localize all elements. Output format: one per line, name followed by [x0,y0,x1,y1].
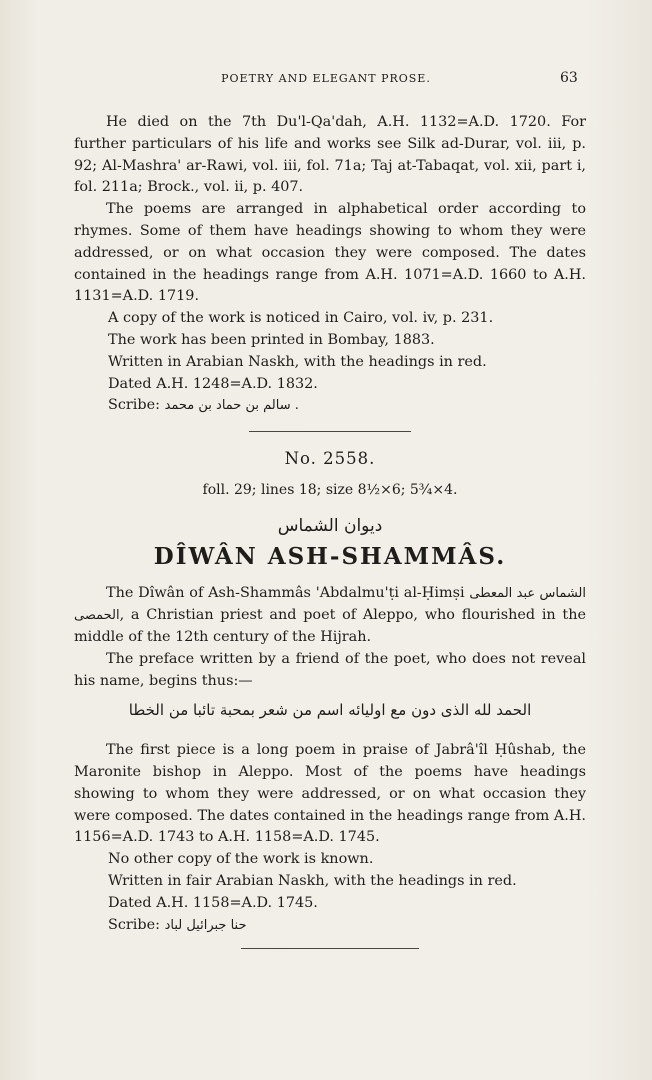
prev-entry-note-dated: Dated A.H. 1248=A.D. 1832. [108,375,318,392]
prev-entry-scribe [74,395,586,417]
running-head: POETRY AND ELEGANT PROSE. [221,72,431,85]
page-body [74,112,586,949]
prev-entry-note-written: Written in Arabian Naskh, with the headings in red. [108,353,487,370]
entry-note-dated: Dated A.H. 1158=A.D. 1745. [108,894,318,911]
page-number: 63 [560,70,578,86]
intro-text-continued: , a Christian priest and poet of Aleppo, who flourished in the middle of the 12th century of the Hijrah. [74,607,586,645]
prev-entry-arrangement-paragraph: The poems are arranged in alphabetical order according to rhymes. Some of them have headings showing to whom they were addressed, or on what occasion they were composed. The dates contained in the headings range from A.H. 1071=A.D. 1660 to A.H. 1131=A.D. 1719. [74,201,586,305]
entry-preface-paragraph: The preface written by a friend of the poet, who does not reveal his name, begins thus:— [74,650,586,689]
prev-entry-note-printed: The work has been printed in Bombay, 1883. [108,331,435,348]
scribe-arabic-name: سالم بن حماد بن محمد . [164,398,299,414]
scribe-label: Scribe: [108,916,160,933]
entry-scribe [74,915,586,937]
entry-arabic-title: ديوان الشماس [277,515,383,536]
entry-title: DÎWÂN ASH-SHAMMÂS. [153,542,507,570]
entry-number: No. 2558. [284,449,376,469]
section-divider [241,948,419,949]
scribe-label: Scribe: [108,397,160,414]
entry-note-written: Written in fair Arabian Naskh, with the headings in red. [108,872,517,889]
preface-arabic-quote: الحمد لله الذى دون مع اوليائه اسم من شعر بمحبة تائبا من الخطا [128,701,532,720]
intro-arabic-name: الشماس عبد المعطى الحمصى [74,586,586,624]
prev-entry-note-cairo: A copy of the work is noticed in Cairo, vol. iv, p. 231. [108,310,494,327]
entry-intro-paragraph [74,583,586,648]
entry-collation: foll. 29; lines 18; size 8½×6; 5¾×4. [202,481,458,498]
scribe-arabic-name: حنا جبرائيل لباد [164,917,247,933]
prev-entry-death-paragraph: He died on the 7th Du'l-Qa'dah, A.H. 1132=A.D. 1720. For further particulars of his life and works see Silk ad-Durar, vol. iii, p. 92; Al-Mashra' ar-Rawi, vol. iii, fol. 71a; Taj at-Tabaqat, vol. xii, part i, fol. 211a; Brock., vol. ii, p. 407. [74,114,586,196]
entry-description-paragraph: The first piece is a long poem in praise of Jabrâ'îl Ḥûshab, the Maronite bishop in Aleppo. Most of the poems have headings showing to whom they were addressed, or on what occasion they were composed. The dates contained in the headings range from A.H. 1156=A.D. 1743 to A.H. 1158=A.D. 1745. [74,742,586,846]
intro-text: The Dîwân of Ash-Shammâs 'Abdalmu'ṭi al-Ḥimṣi [106,585,465,602]
entry-note-copy: No other copy of the work is known. [108,851,374,868]
section-divider [249,431,411,432]
